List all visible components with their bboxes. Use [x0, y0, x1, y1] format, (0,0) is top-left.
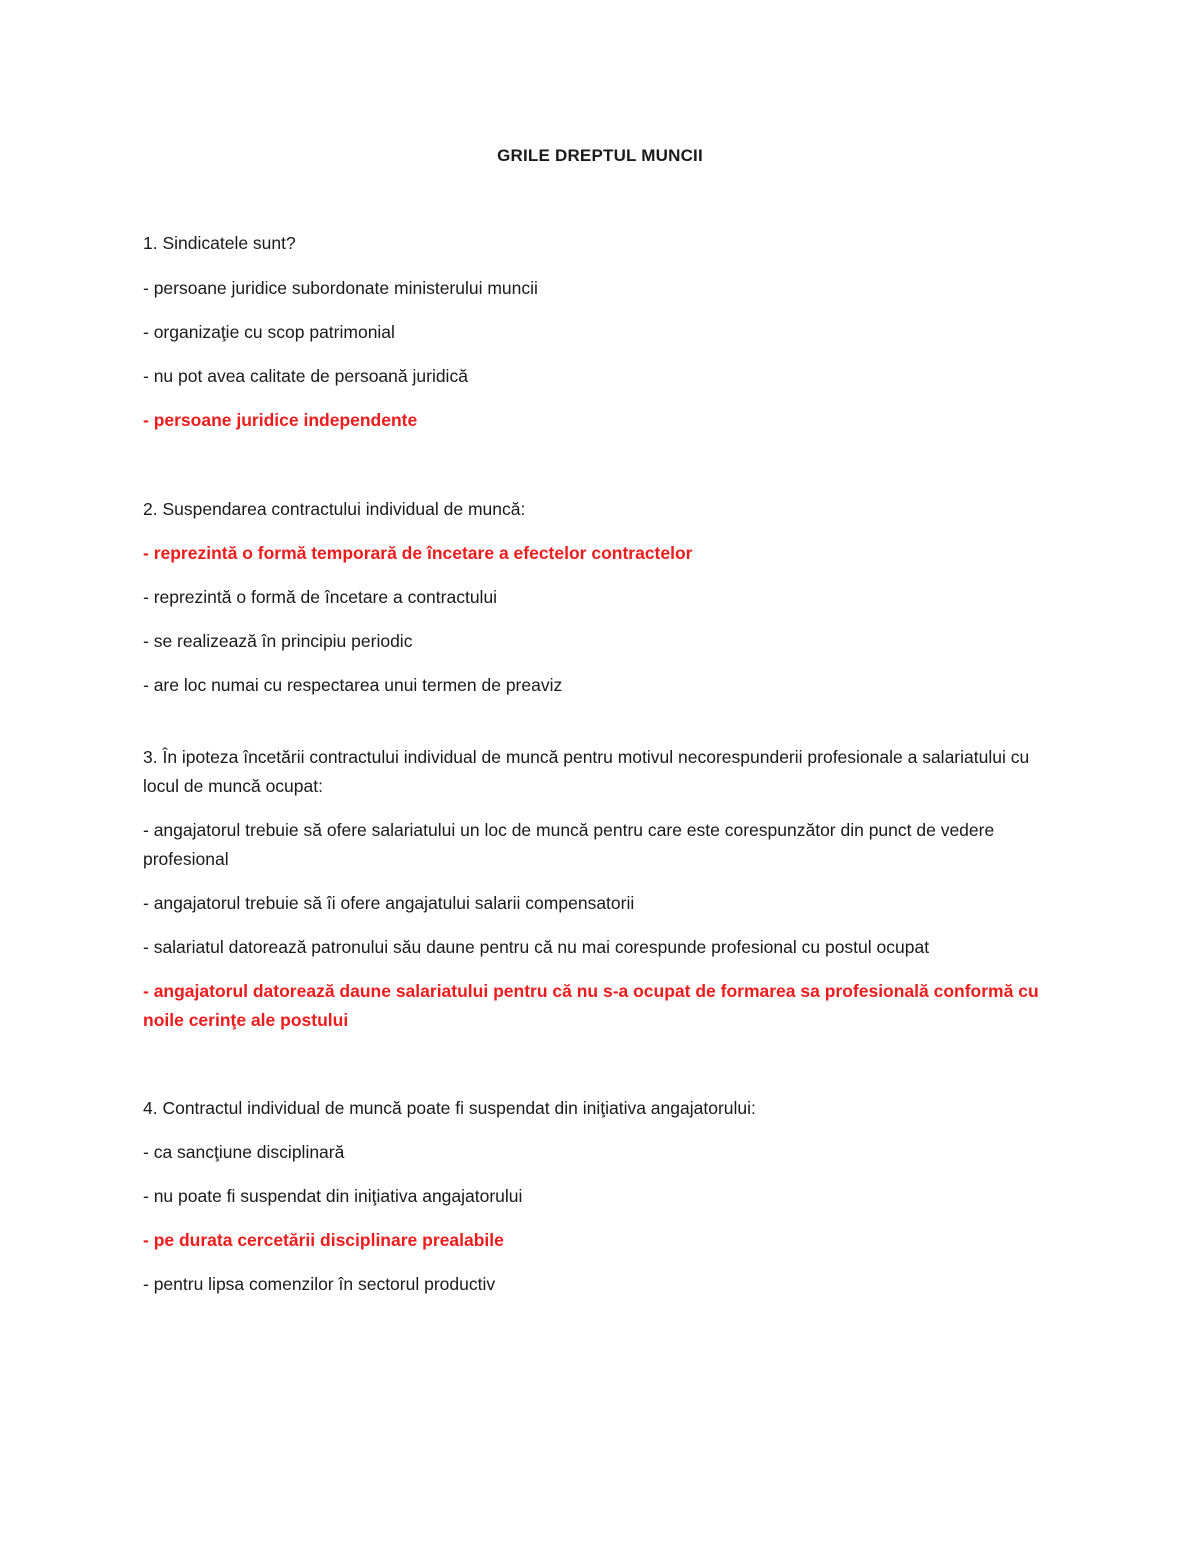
- question-4-option-4: - pentru lipsa comenzilor în sectorul productiv: [143, 1274, 496, 1294]
- question-2-option-3: - se realizează în principiu periodic: [143, 631, 413, 651]
- question-2-option-1-correct: - reprezintă o formă temporară de încetare a efectelor contractelor: [143, 543, 693, 563]
- question-3-option-2: - angajatorul trebuie să îi ofere angajatului salarii compensatorii: [143, 893, 635, 913]
- question-3-option-1: - angajatorul trebuie să ofere salariatului un loc de muncă pentru care este corespunzător din punct de vedere profesional: [143, 820, 995, 869]
- question-2-text: 2. Suspendarea contractului individual de muncă:: [143, 499, 526, 519]
- question-1-option-1: - persoane juridice subordonate ministerului muncii: [143, 278, 538, 298]
- question-4-option-3-correct: - pe durata cercetării disciplinare prealabile: [143, 1230, 504, 1250]
- question-4-option-2: - nu poate fi suspendat din iniţiativa angajatorului: [143, 1186, 523, 1206]
- question-4-text: 4. Contractul individual de muncă poate fi suspendat din iniţiativa angajatorului:: [143, 1098, 756, 1118]
- question-3-text: 3. În ipoteza încetării contractului individual de muncă pentru motivul necorespunderii profesionale a salariatului cu locul de muncă ocupat:: [143, 747, 1030, 796]
- question-1-text: 1. Sindicatele sunt?: [143, 233, 296, 253]
- question-4-option-1: - ca sancţiune disciplinară: [143, 1142, 345, 1162]
- question-1-option-3: - nu pot avea calitate de persoană juridică: [143, 366, 468, 386]
- question-1-option-2: - organizaţie cu scop patrimonial: [143, 322, 395, 342]
- question-2-option-2: - reprezintă o formă de încetare a contractului: [143, 587, 498, 607]
- question-3-option-4-correct: - angajatorul datorează daune salariatului pentru că nu s-a ocupat de formarea sa profesională conformă cu noile cerinţe ale postului: [143, 981, 1039, 1030]
- document-title: GRILE DREPTUL MUNCII: [497, 146, 703, 165]
- question-1-option-4-correct: - persoane juridice independente: [143, 410, 418, 430]
- question-3-option-3: - salariatul datorează patronului său daune pentru că nu mai corespunde profesional cu postul ocupat: [143, 937, 930, 957]
- question-2-option-4: - are loc numai cu respectarea unui termen de preaviz: [143, 675, 563, 695]
